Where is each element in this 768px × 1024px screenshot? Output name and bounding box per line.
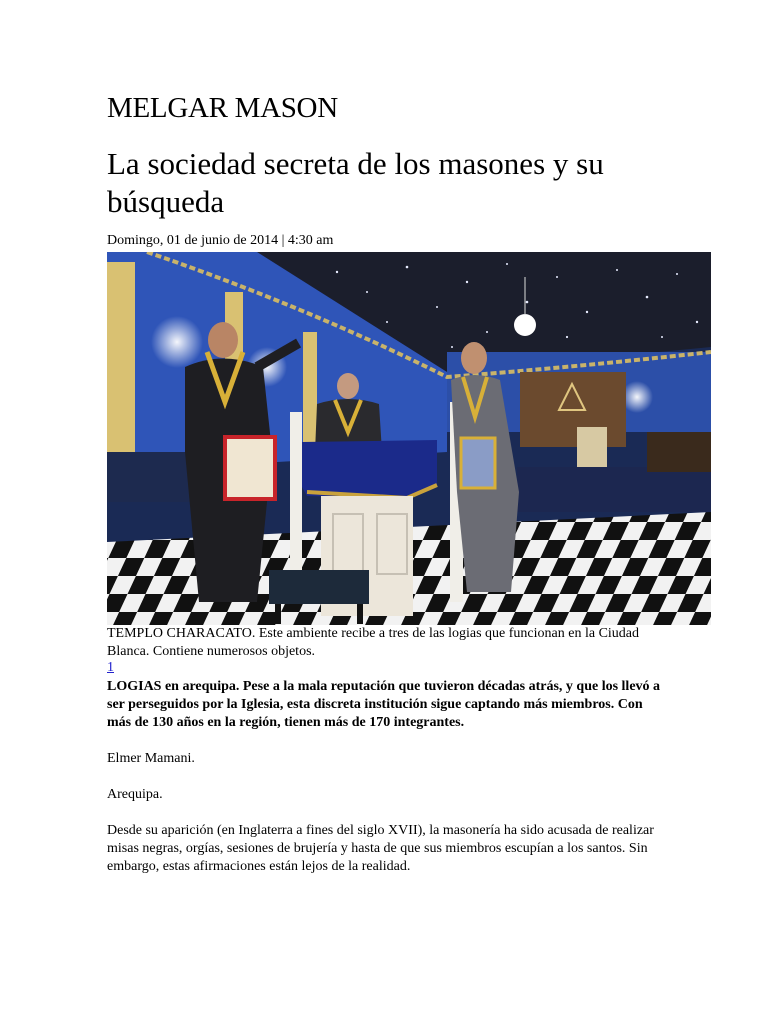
article-author: Elmer Mamani. — [107, 751, 195, 766]
article-headline: La sociedad secreta de los masones y su búsqueda — [107, 146, 604, 219]
article-lead: LOGIAS en arequipa. Pese a la mala reputación que tuvieron décadas atrás, y que los llevó a ser perseguidos por la Iglesia, esta discreta institución sigue captando más miembros. Con más de 130 años en la región, tienen más de 170 integrantes. — [107, 679, 661, 730]
photo-caption: TEMPLO CHARACATO. Este ambiente recibe a tres de las logias que funcionan en la Ciudad Blanca. Contiene numerosos objetos. — [107, 626, 640, 659]
article-location: Arequipa. — [107, 787, 163, 802]
article-body: Desde su aparición (en Inglaterra a fines del siglo XVII), la masonería ha sido acusada de realizar misas negras, orgías, sesiones de brujería y hasta de que sus miembros escupían a los santos. Sin embargo, estas afirmaciones están lejos de la realidad. — [107, 823, 654, 874]
article-dateline: Domingo, 01 de junio de 2014 | 4:30 am — [107, 233, 334, 248]
temple-photo — [107, 252, 711, 625]
site-title: MELGAR MASON — [107, 92, 338, 124]
photo-link[interactable]: 1 — [107, 660, 114, 675]
